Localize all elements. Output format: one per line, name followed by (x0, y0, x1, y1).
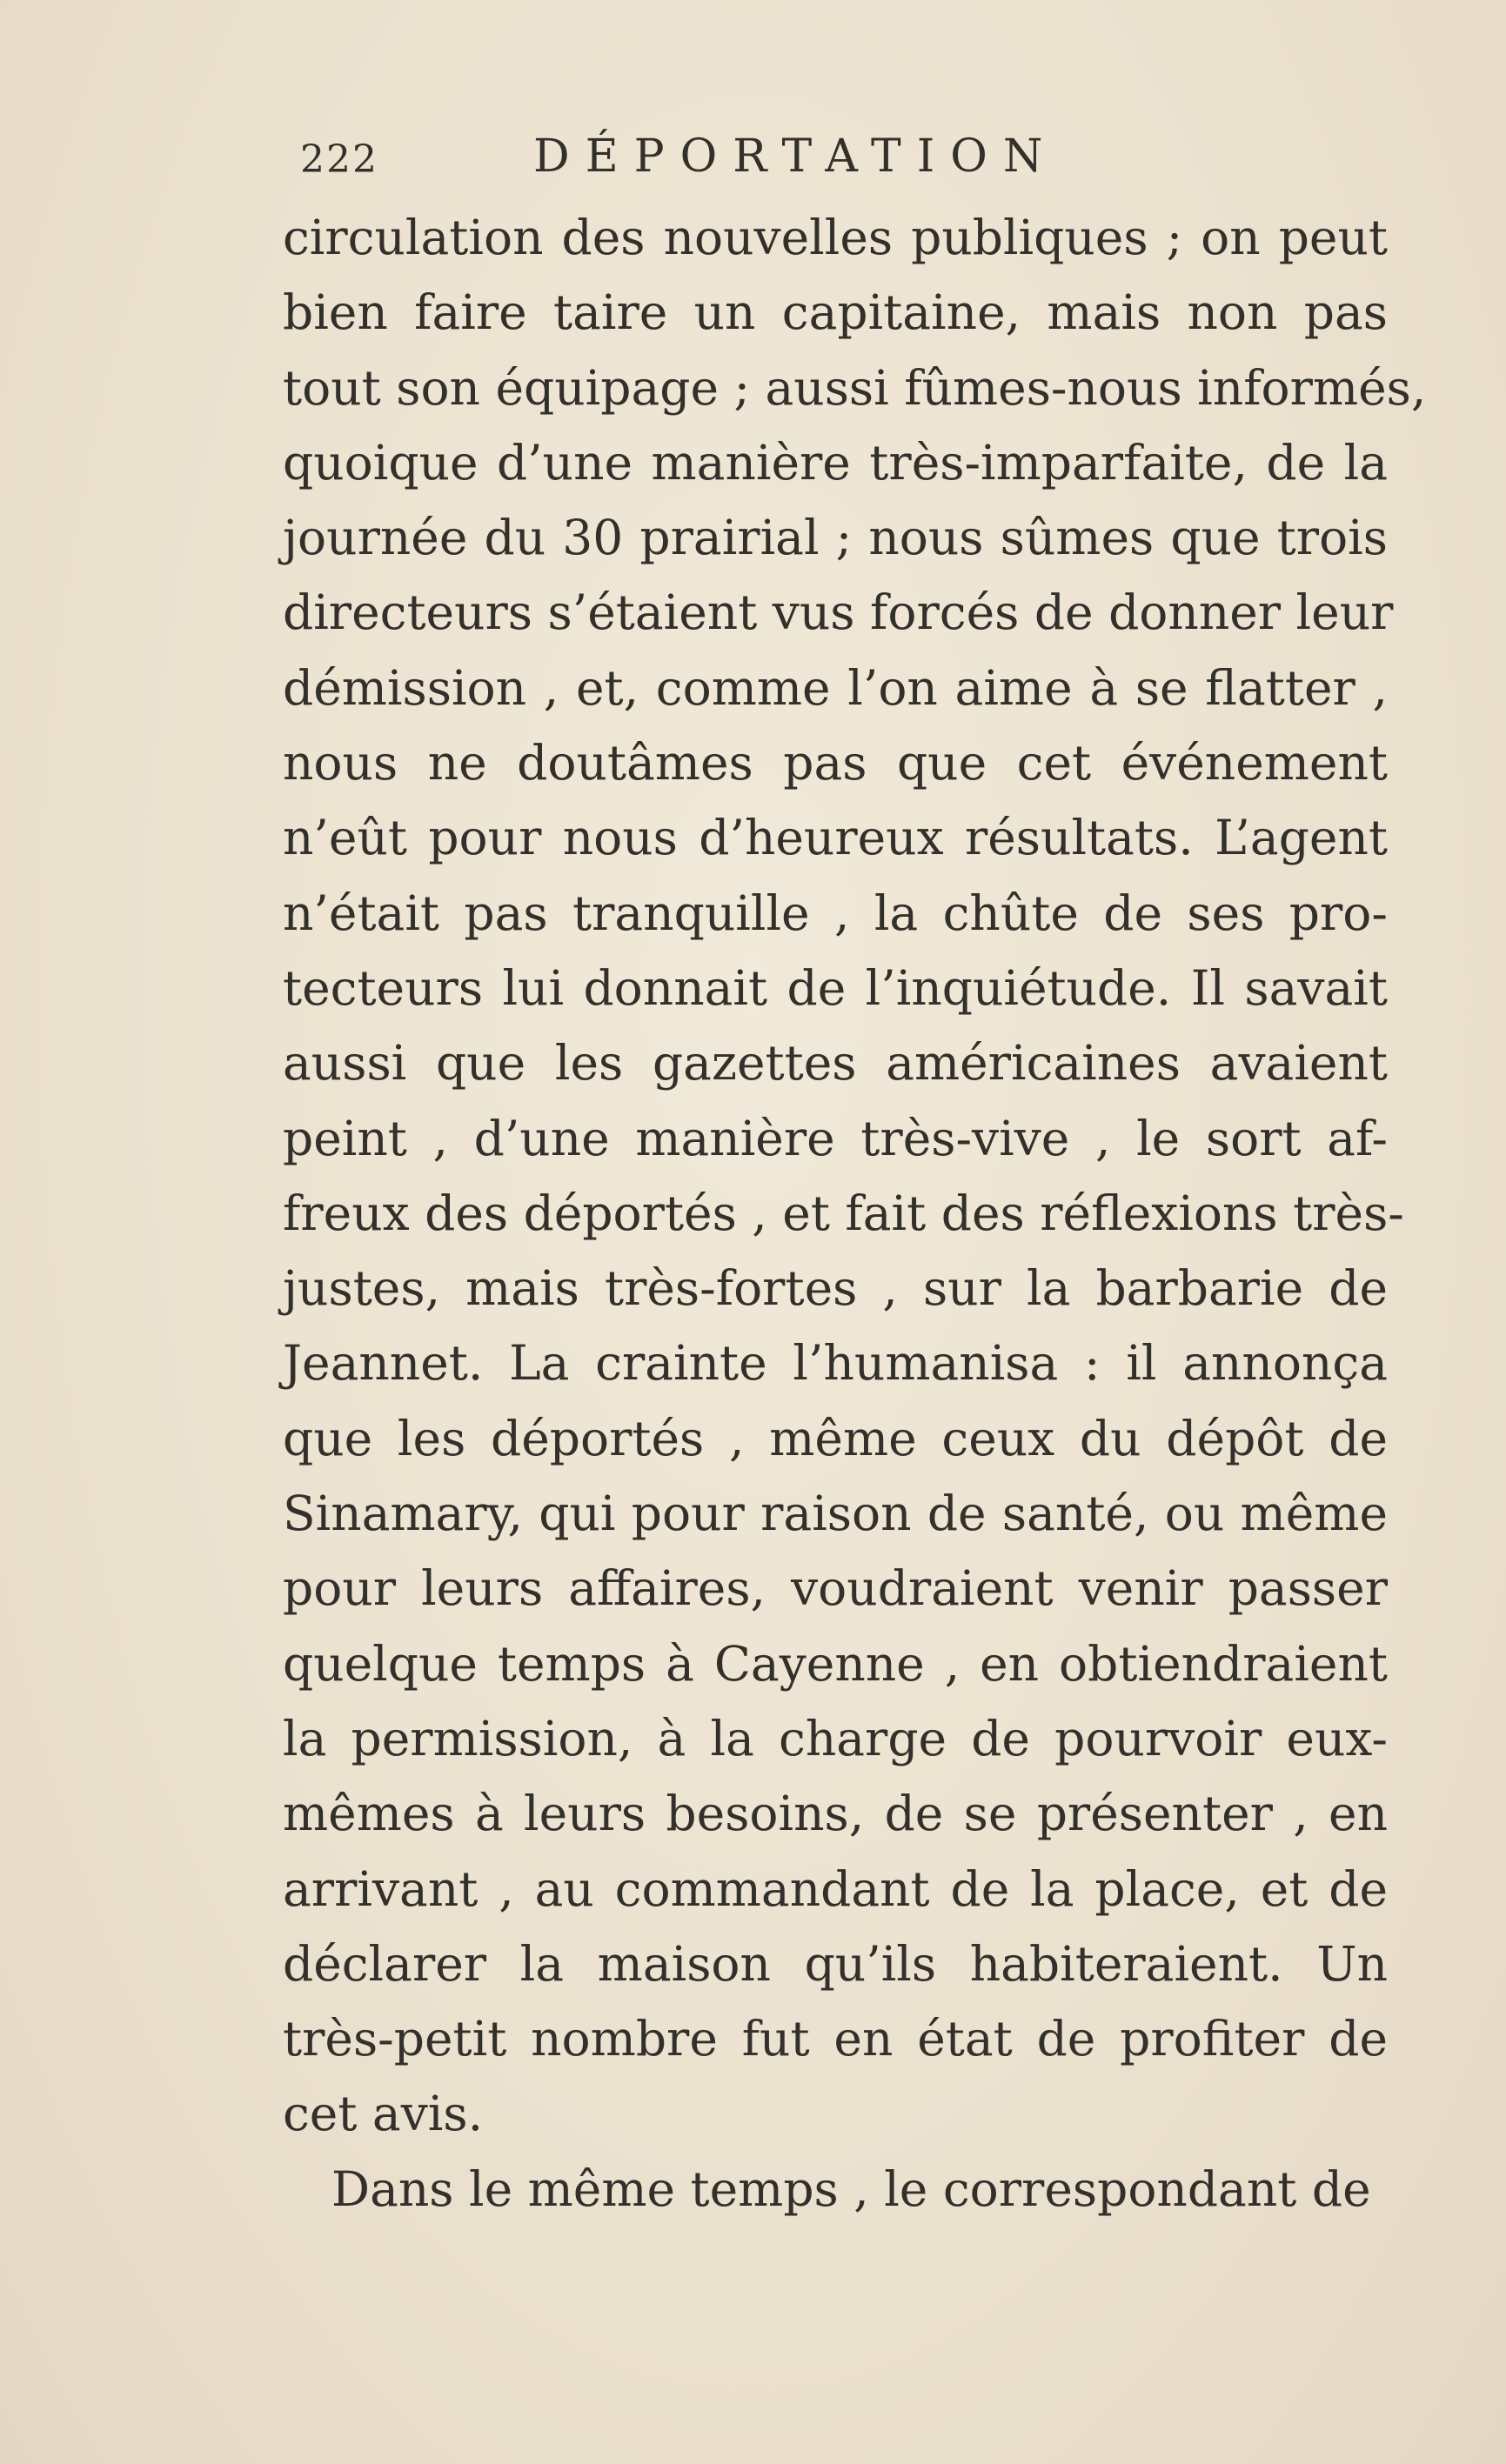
text-line: journée du 30 prairial ; nous sûmes que trois (283, 510, 1388, 566)
running-title: DÉPORTATION (533, 130, 1059, 183)
text-line: démission , et, comme l’on aime à se flatter , (283, 659, 1388, 716)
text-line: quelque temps à Cayenne , en obtiendraient (283, 1635, 1388, 1692)
page-number: 222 (300, 137, 378, 182)
text-line: arrivant , au commandant de la place, et de (283, 1860, 1388, 1917)
body-text (283, 200, 1427, 2227)
text-line: Jeannet. La crainte l’humanisa : il annonça (283, 1335, 1388, 1392)
text-line: déclarer la maison qu’ils habiteraient. Un (283, 1935, 1388, 1992)
text-line: tecteurs lui donnait de l’inquiétude. Il savait (283, 959, 1388, 1016)
page-header (300, 130, 1431, 191)
text-line: freux des déportés , et fait des réflexions très- (283, 1185, 1404, 1241)
text-line: circulation des nouvelles publiques ; on peut (283, 210, 1388, 265)
text-line: Sinamary, qui pour raison de santé, ou même (283, 1486, 1388, 1542)
text-line: directeurs s’étaient vus forcés de donner leur (283, 584, 1394, 641)
text-line: très-petit nombre fut en état de profiter de (283, 2011, 1388, 2067)
text-line: pour leurs affaires, voudraient venir passer (283, 1560, 1388, 1617)
text-line: nous ne doutâmes pas que cet événement (283, 735, 1388, 791)
text-line: bien faire taire un capitaine, mais non pas (283, 284, 1388, 341)
paragraph-start-line: Dans le même temps , le correspondant de (331, 2160, 1371, 2217)
text-line: cet avis. (283, 2086, 484, 2142)
text-line: que les déportés , même ceux du dépôt de (283, 1410, 1388, 1466)
text-line: mêmes à leurs besoins, de se présenter , en (283, 1786, 1388, 1842)
text-line: quoique d’une manière très-imparfaite, de la (283, 434, 1388, 491)
text-line: peint , d’une manière très-vive , le sort af- (283, 1110, 1388, 1166)
text-line: aussi que les gazettes américaines avaient (283, 1035, 1388, 1092)
text-line: justes, mais très-fortes , sur la barbarie de (283, 1260, 1388, 1317)
text-line: tout son équipage ; aussi fûmes-nous informés, (283, 359, 1427, 416)
text-line: n’eût pour nous d’heureux résultats. L’agent (283, 810, 1388, 866)
text-line: n’était pas tranquille , la chûte de ses pro- (283, 885, 1388, 941)
text-line: la permission, à la charge de pourvoir eux- (283, 1710, 1388, 1766)
